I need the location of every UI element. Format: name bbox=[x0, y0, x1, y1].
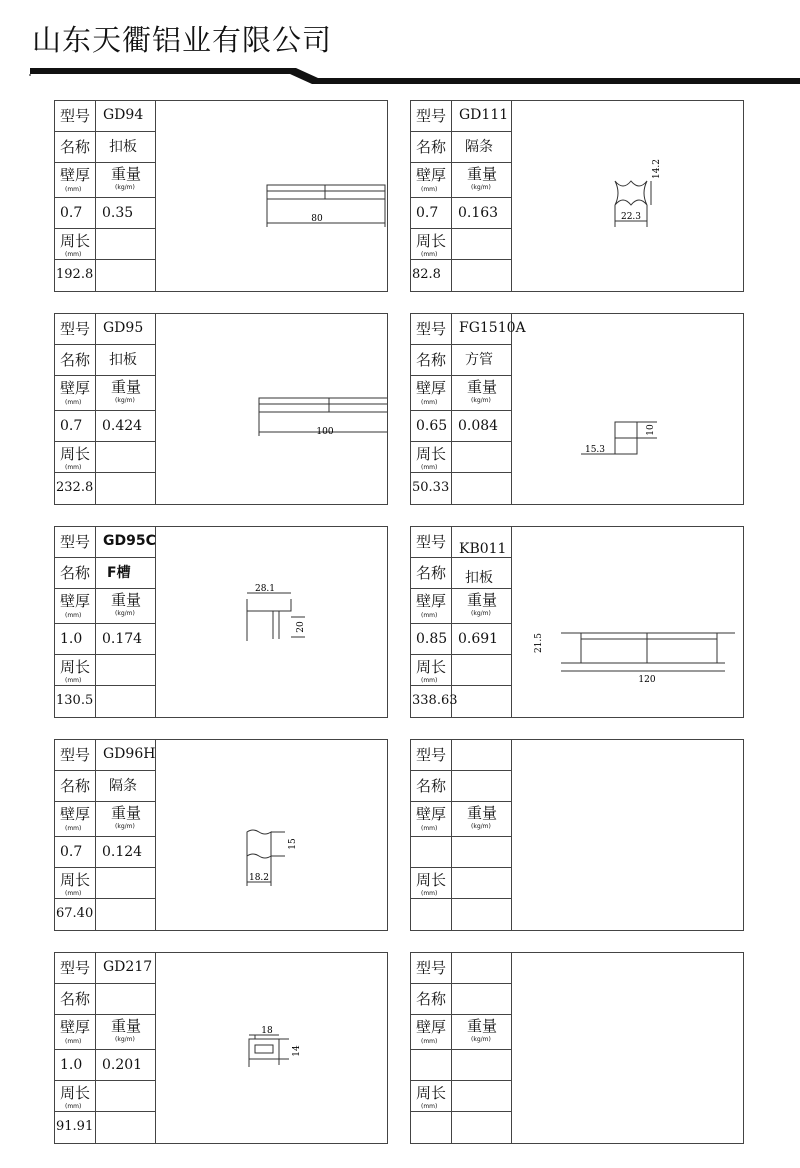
perimeter-label: 周长 bbox=[416, 871, 447, 889]
model-value: GD96H bbox=[103, 746, 156, 762]
dimension-label: 18.2 bbox=[248, 873, 270, 883]
model-label: 型号 bbox=[60, 533, 91, 551]
thickness-label: 壁厚 bbox=[60, 592, 91, 610]
model-label: 型号 bbox=[60, 320, 91, 338]
thickness-unit: (mm) bbox=[65, 186, 82, 193]
model-label: 型号 bbox=[60, 107, 91, 125]
profile-card bbox=[410, 100, 744, 292]
weight-value: 0.691 bbox=[458, 631, 499, 647]
name-label: 名称 bbox=[60, 351, 91, 369]
thickness-value: 0.65 bbox=[416, 418, 448, 434]
weight-unit: (kg/m) bbox=[115, 823, 135, 830]
dimension-label: 22.3 bbox=[620, 212, 642, 222]
weight-label: 重量 bbox=[467, 804, 498, 822]
name-label: 名称 bbox=[416, 351, 447, 369]
perimeter-value: 130.5 bbox=[56, 693, 94, 708]
perimeter-label: 周长 bbox=[416, 658, 447, 676]
thickness-label: 壁厚 bbox=[416, 1018, 447, 1036]
model-value: GD217 bbox=[103, 959, 153, 975]
thickness-label: 壁厚 bbox=[416, 379, 447, 397]
thickness-unit: (mm) bbox=[421, 399, 438, 406]
profile-card bbox=[410, 952, 744, 1144]
perimeter-unit: (mm) bbox=[421, 464, 438, 471]
header-rule bbox=[0, 0, 800, 90]
perimeter-unit: (mm) bbox=[421, 251, 438, 258]
weight-value: 0.201 bbox=[102, 1057, 143, 1073]
dimension-drawing bbox=[155, 527, 387, 717]
perimeter-unit: (mm) bbox=[65, 464, 82, 471]
model-label: 型号 bbox=[416, 320, 447, 338]
dimension-label: 18 bbox=[261, 1026, 273, 1036]
model-value: GD94 bbox=[103, 107, 144, 123]
perimeter-unit: (mm) bbox=[65, 677, 82, 684]
perimeter-label: 周长 bbox=[416, 232, 447, 250]
perimeter-unit: (mm) bbox=[421, 677, 438, 684]
thickness-label: 壁厚 bbox=[60, 805, 91, 823]
profile-drawing bbox=[511, 953, 743, 1143]
dimension-label: 14.2 bbox=[652, 158, 662, 180]
dimension-label: 21.5 bbox=[534, 632, 544, 654]
dimension-label: 100 bbox=[316, 427, 334, 437]
dimension-drawing bbox=[155, 740, 387, 930]
name-label: 名称 bbox=[416, 138, 447, 156]
thickness-label: 壁厚 bbox=[60, 166, 91, 184]
profile-drawing bbox=[511, 314, 743, 504]
perimeter-unit: (mm) bbox=[65, 1103, 82, 1110]
thickness-unit: (mm) bbox=[65, 612, 82, 619]
name-label: 名称 bbox=[60, 777, 91, 795]
profile-card bbox=[54, 100, 388, 292]
perimeter-value: 82.8 bbox=[412, 267, 441, 282]
profile-drawing bbox=[511, 527, 743, 717]
name-label: 名称 bbox=[60, 990, 91, 1008]
dimension-label: 14 bbox=[292, 1045, 302, 1057]
weight-value: 0.35 bbox=[102, 205, 134, 221]
perimeter-unit: (mm) bbox=[421, 890, 438, 897]
perimeter-value: 91.91 bbox=[56, 1119, 94, 1134]
profile-card bbox=[54, 526, 388, 718]
name-label: 名称 bbox=[416, 990, 447, 1008]
dimension-label: 20 bbox=[296, 621, 306, 633]
thickness-unit: (mm) bbox=[421, 825, 438, 832]
model-value: GD95 bbox=[103, 320, 144, 336]
profile-card bbox=[410, 739, 744, 931]
perimeter-label: 周长 bbox=[60, 232, 91, 250]
thickness-label: 壁厚 bbox=[416, 592, 447, 610]
thickness-label: 壁厚 bbox=[416, 805, 447, 823]
profile-drawing bbox=[155, 314, 387, 504]
dimension-drawing bbox=[511, 101, 743, 291]
model-label: 型号 bbox=[416, 746, 447, 764]
thickness-label: 壁厚 bbox=[416, 166, 447, 184]
model-label: 型号 bbox=[416, 533, 447, 551]
dimension-drawing bbox=[155, 953, 387, 1143]
perimeter-label: 周长 bbox=[416, 445, 447, 463]
weight-value: 0.424 bbox=[102, 418, 143, 434]
profile-drawing bbox=[155, 101, 387, 291]
dimension-label: 15.3 bbox=[584, 445, 606, 455]
weight-label: 重量 bbox=[467, 165, 498, 183]
name-label: 名称 bbox=[60, 138, 91, 156]
weight-unit: (kg/m) bbox=[115, 610, 135, 617]
weight-label: 重量 bbox=[467, 1017, 498, 1035]
weight-value: 0.124 bbox=[102, 844, 143, 860]
dimension-drawing bbox=[511, 314, 743, 504]
weight-value: 0.163 bbox=[458, 205, 499, 221]
model-label: 型号 bbox=[60, 959, 91, 977]
perimeter-label: 周长 bbox=[60, 1084, 91, 1102]
dimension-label: 10 bbox=[646, 424, 656, 436]
name-value: F槽 bbox=[107, 565, 131, 581]
name-value: 扣板 bbox=[465, 570, 493, 586]
thickness-value: 1.0 bbox=[60, 631, 83, 647]
perimeter-value: 338.63 bbox=[412, 693, 458, 708]
weight-label: 重量 bbox=[111, 378, 142, 396]
weight-value: 0.084 bbox=[458, 418, 499, 434]
model-value: GD111 bbox=[459, 107, 509, 123]
weight-value: 0.174 bbox=[102, 631, 143, 647]
name-value: 扣板 bbox=[109, 352, 137, 368]
perimeter-value: 232.8 bbox=[56, 480, 94, 495]
perimeter-unit: (mm) bbox=[421, 1103, 438, 1110]
weight-unit: (kg/m) bbox=[471, 1036, 491, 1043]
perimeter-label: 周长 bbox=[416, 1084, 447, 1102]
weight-unit: (kg/m) bbox=[471, 610, 491, 617]
dimension-label: 120 bbox=[638, 675, 656, 685]
profile-card bbox=[54, 739, 388, 931]
thickness-value: 0.85 bbox=[416, 631, 448, 647]
name-label: 名称 bbox=[60, 564, 91, 582]
thickness-unit: (mm) bbox=[421, 1038, 438, 1045]
profile-card bbox=[54, 952, 388, 1144]
name-label: 名称 bbox=[416, 777, 447, 795]
profile-card bbox=[410, 313, 744, 505]
weight-label: 重量 bbox=[467, 378, 498, 396]
perimeter-unit: (mm) bbox=[65, 890, 82, 897]
thickness-value: 0.7 bbox=[60, 205, 83, 221]
perimeter-unit: (mm) bbox=[65, 251, 82, 258]
model-value: GD95C bbox=[103, 533, 156, 549]
thickness-value: 1.0 bbox=[60, 1057, 83, 1073]
dimension-label: 15 bbox=[288, 838, 298, 850]
dimension-drawing bbox=[155, 314, 387, 504]
weight-unit: (kg/m) bbox=[471, 397, 491, 404]
model-label: 型号 bbox=[416, 959, 447, 977]
thickness-unit: (mm) bbox=[421, 186, 438, 193]
thickness-unit: (mm) bbox=[65, 1038, 82, 1045]
profile-card bbox=[54, 313, 388, 505]
weight-label: 重量 bbox=[111, 804, 142, 822]
profile-card bbox=[410, 526, 744, 718]
model-label: 型号 bbox=[416, 107, 447, 125]
name-value: 隔条 bbox=[109, 778, 137, 794]
name-label: 名称 bbox=[416, 564, 447, 582]
perimeter-label: 周长 bbox=[60, 871, 91, 889]
weight-label: 重量 bbox=[467, 591, 498, 609]
thickness-unit: (mm) bbox=[65, 825, 82, 832]
profile-drawing bbox=[155, 953, 387, 1143]
thickness-value: 0.7 bbox=[60, 418, 83, 434]
thickness-value: 0.7 bbox=[60, 844, 83, 860]
perimeter-label: 周长 bbox=[60, 658, 91, 676]
thickness-label: 壁厚 bbox=[60, 379, 91, 397]
weight-unit: (kg/m) bbox=[115, 184, 135, 191]
profile-drawing bbox=[155, 527, 387, 717]
weight-label: 重量 bbox=[111, 1017, 142, 1035]
model-value: FG1510A bbox=[459, 320, 526, 336]
model-label: 型号 bbox=[60, 746, 91, 764]
dimension-label: 80 bbox=[311, 214, 323, 224]
thickness-label: 壁厚 bbox=[60, 1018, 91, 1036]
thickness-value: 0.7 bbox=[416, 205, 439, 221]
profile-drawing bbox=[155, 740, 387, 930]
profile-drawing bbox=[511, 740, 743, 930]
perimeter-value: 192.8 bbox=[56, 267, 94, 282]
perimeter-value: 67.40 bbox=[56, 906, 94, 921]
company-title: 山东天衢铝业有限公司 bbox=[32, 23, 333, 57]
weight-unit: (kg/m) bbox=[471, 823, 491, 830]
name-value: 隔条 bbox=[465, 139, 493, 155]
profile-drawing bbox=[511, 101, 743, 291]
thickness-unit: (mm) bbox=[65, 399, 82, 406]
model-value: KB011 bbox=[459, 541, 507, 557]
weight-unit: (kg/m) bbox=[115, 397, 135, 404]
thickness-unit: (mm) bbox=[421, 612, 438, 619]
perimeter-label: 周长 bbox=[60, 445, 91, 463]
name-value: 扣板 bbox=[109, 139, 137, 155]
perimeter-value: 50.33 bbox=[412, 480, 450, 495]
weight-unit: (kg/m) bbox=[471, 184, 491, 191]
dimension-drawing bbox=[155, 101, 387, 291]
dimension-label: 28.1 bbox=[254, 584, 276, 594]
weight-label: 重量 bbox=[111, 165, 142, 183]
weight-label: 重量 bbox=[111, 591, 142, 609]
weight-unit: (kg/m) bbox=[115, 1036, 135, 1043]
name-value: 方管 bbox=[465, 352, 493, 368]
dimension-drawing bbox=[511, 527, 743, 717]
